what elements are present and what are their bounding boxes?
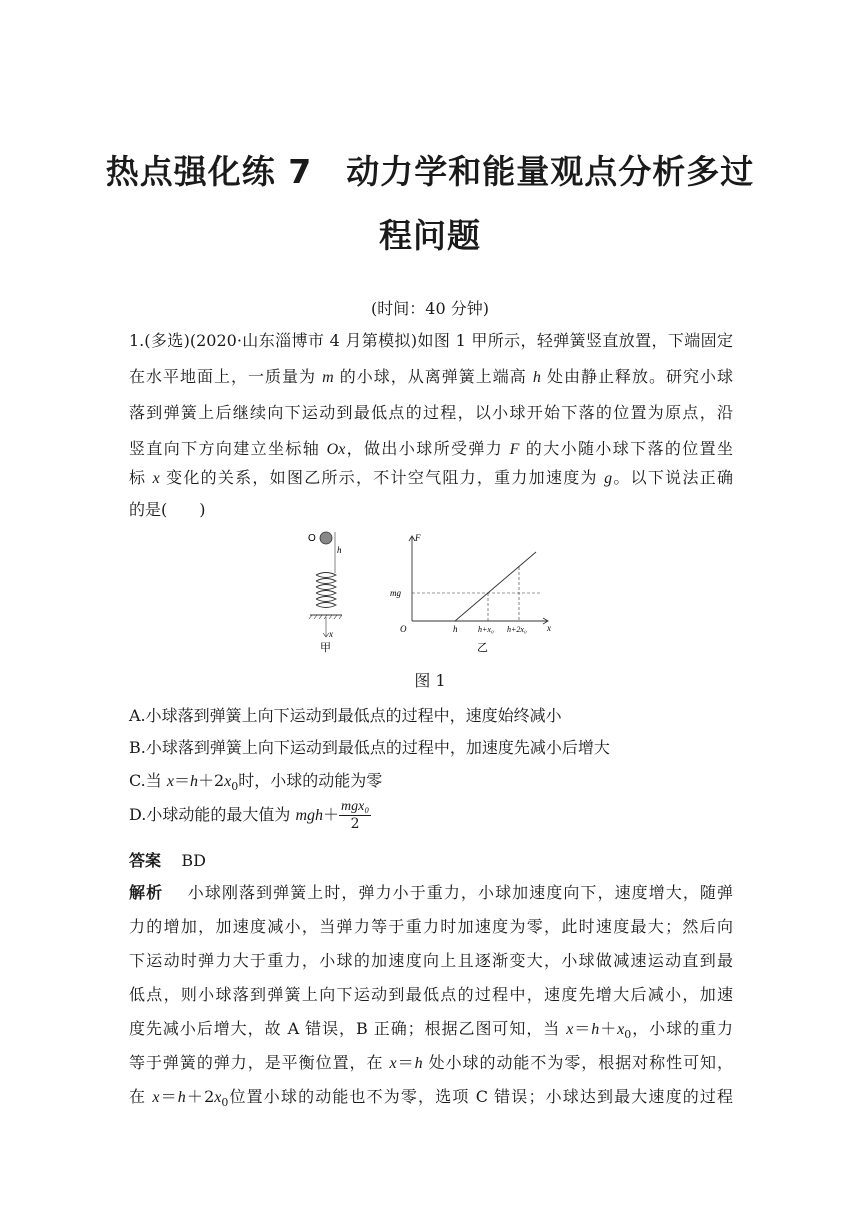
fraction-mgx0-over-2: $\frac{\text{mgx₀}}{2}$ — [341, 799, 370, 832]
page-title-line1: 热点强化练 7 动力学和能量观点分析多过 — [105, 152, 755, 191]
question-line-1: 1.(多选)(2020·山东淄博市 4 月第模拟)如图 1 甲所示，轻弹簧竖直放置，下端固定 — [129, 331, 733, 350]
time-limit: (时间：40 分钟) — [371, 299, 489, 318]
force-graph — [390, 533, 551, 654]
option-c: C.当 $x=h+2x_0$时，小球的动能为零 — [129, 771, 383, 794]
analysis-line-5: 度先减小后增大，故 A 错误，B 正确；根据乙图可知，当 $x=h+x_0$，小球的重力 — [129, 1019, 733, 1042]
label-x-left: x — [329, 629, 333, 639]
answer-line — [129, 848, 733, 871]
spring-icon — [316, 573, 336, 608]
analysis-line-2: 力的增加，加速度减小，当弹力等于重力时加速度为零，此时速度最大；然后向 — [129, 917, 733, 936]
question-line-4: 竖直向下方向建立坐标轴 Ox，做出小球所受弹力 F 的大小随小球下落的位置坐 — [129, 439, 733, 458]
answer-value: BD — [181, 851, 206, 870]
spring-diagram — [308, 532, 342, 654]
figure-1 — [300, 525, 570, 655]
label-yi: 乙 — [477, 641, 488, 654]
label-h: h — [337, 545, 342, 555]
graph-label-h-x0: h+x₀ — [478, 625, 494, 634]
figure-caption: 图 1 — [414, 671, 446, 690]
graph-label-h: h — [453, 624, 458, 634]
question-line-6: 的是( ) — [129, 500, 206, 519]
option-a: A.小球落到弹簧上向下运动到最低点的过程中，速度始终减小 — [129, 706, 562, 725]
graph-label-F: F — [415, 533, 421, 543]
graph-force-line — [455, 552, 536, 621]
analysis-line-4: 低点，则小球落到弹簧上向下运动到最低点的过程中，速度先增大后减小，加速 — [129, 985, 733, 1004]
graph-label-x: x — [547, 623, 551, 633]
figure-1-drawing — [300, 525, 570, 655]
option-d: D.小球动能的最大值为 mgh＋ $\frac{\text{mgx₀}}{2}$ — [129, 799, 370, 832]
question-line-2: 在水平地面上，一质量为 m 的小球，从离弹簧上端高 h 处由静止释放。研究小球 — [129, 367, 733, 386]
analysis-line-1: 解析 小球刚落到弹簧上时，弹力小于重力，小球加速度向下，速度增大，随弹 — [129, 883, 733, 902]
label-origin-O: O — [308, 533, 316, 544]
analysis-line-6: 等于弹簧的弹力，是平衡位置，在 x＝h 处小球的动能不为零，根据对称性可知， — [129, 1053, 733, 1072]
analysis-line-3: 下运动时弹力大于重力，小球的加速度向上且逐渐变大，小球做减速运动直到最 — [129, 951, 733, 970]
page-title-line2: 程问题 — [379, 216, 481, 255]
question-line-5: 标 x 变化的关系，如图乙所示，不计空气阻力，重力加速度为 g。以下说法正确 — [129, 468, 733, 487]
analysis-label: 解析 — [129, 883, 164, 902]
graph-label-h-2x0: h+2x₀ — [507, 625, 527, 634]
question-line-3: 落到弹簧上后继续向下运动到最低点的过程，以小球开始下落的位置为原点，沿 — [129, 403, 733, 422]
answer-label: 答案 — [129, 851, 162, 870]
label-jia: 甲 — [320, 641, 331, 654]
graph-label-O: O — [400, 624, 407, 634]
ground-hatch — [309, 615, 342, 619]
ball-icon — [320, 532, 332, 544]
option-b: B.小球落到弹簧上向下运动到最低点的过程中，加速度先减小后增大 — [129, 738, 610, 757]
graph-label-mg: mg — [390, 588, 401, 598]
analysis-line-7: 在 $x=h+2x_0$位置小球的动能也不为零，选项 C 错误；小球达到最大速度的过程 — [129, 1087, 733, 1110]
